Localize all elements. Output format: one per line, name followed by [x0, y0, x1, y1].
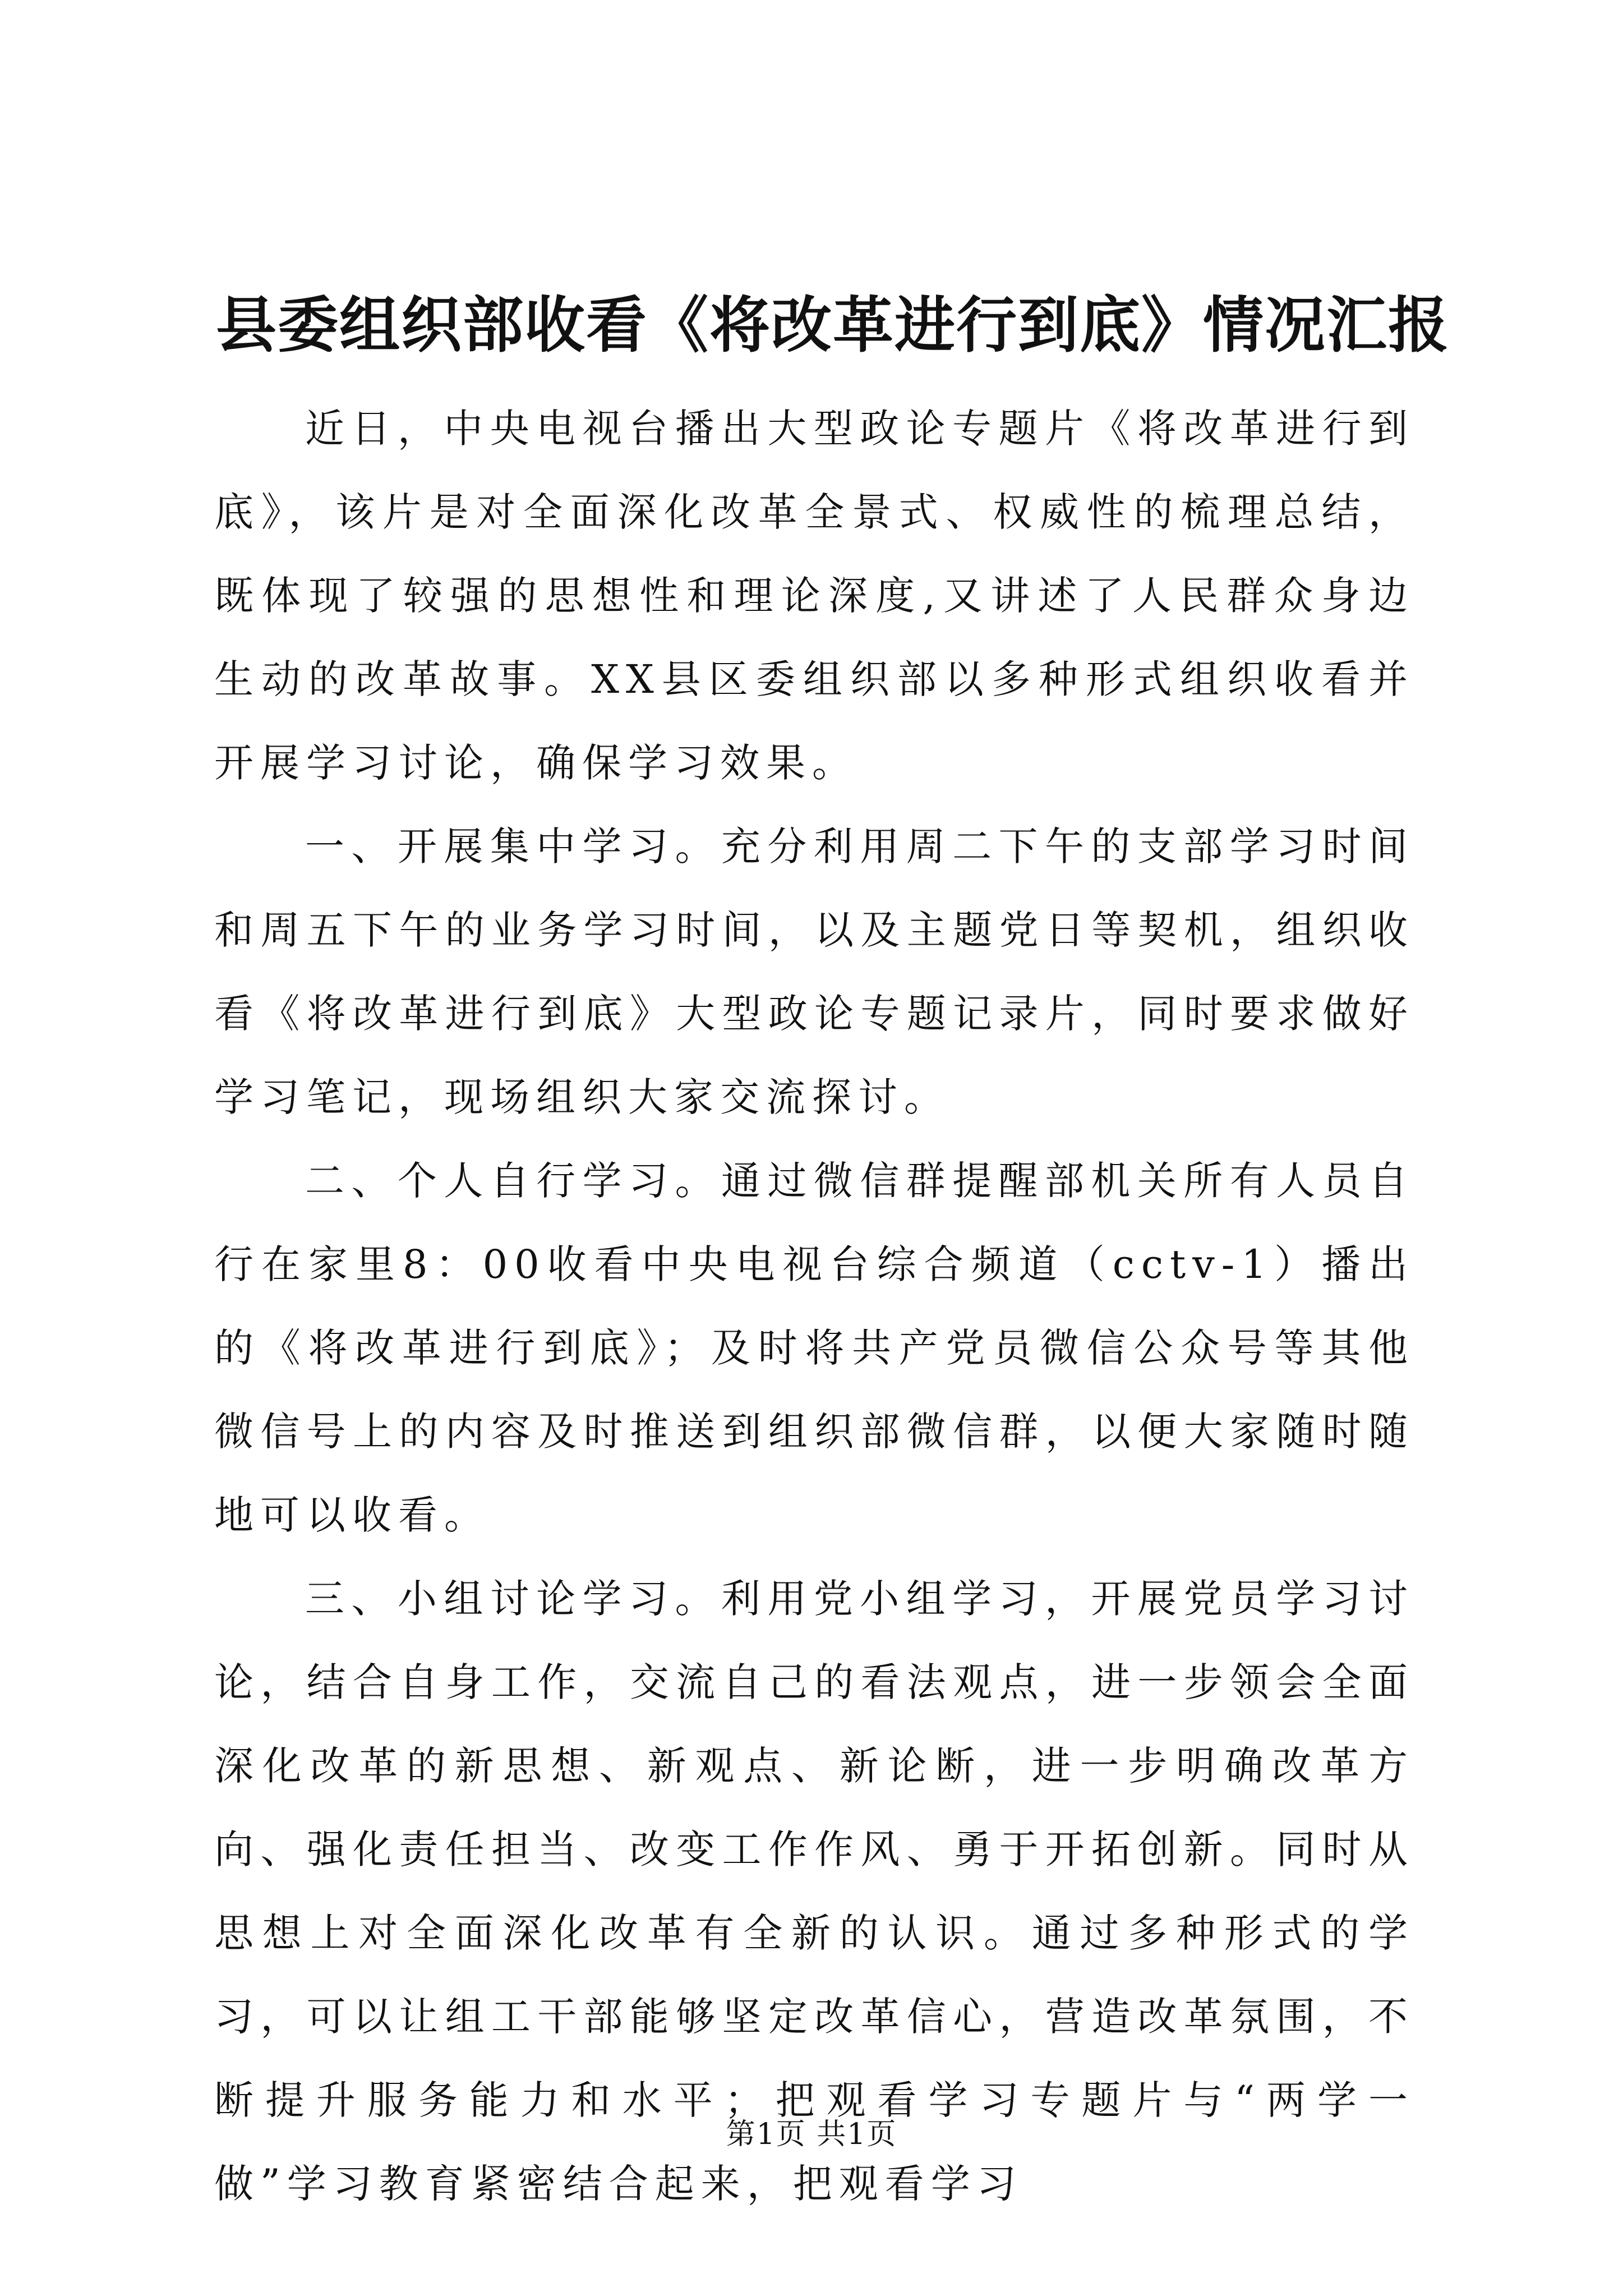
page-number-footer: 第1页 共1页	[726, 2118, 897, 2151]
paragraph-section-3: 三、小组讨论学习。利用党小组学习，开展党员学习讨论，结合自身工作，交流自己的看法观点，进一步领会全面深化改革的新思想、新观点、新论断，进一步明确改革方向、强化责任担当、改变工作作风、勇于开拓创新。同时从思想上对全面深化改革有全新的认识。通过多种形式的学习，可以让组工干部能够坚定改革信心，营造改革氛围，不断提升服务能力和水平；把观看学习专题片与“两学一做”学习教育紧密结合起来，把观看学习	[214, 1576, 1414, 2207]
paragraph-intro: 近日，中央电视台播出大型政论专题片《将改革进行到底》，该片是对全面深化改革全景式、权威性的梳理总结，既体现了较强的思想性和理论深度,又讲述了人民群众身边生动的改革故事。XX县区委组织部以多种形式组织收看并开展学习讨论，确保学习效果。	[214, 406, 1414, 786]
document-body	[214, 387, 1414, 2226]
paragraph-section-2: 二、个人自行学习。通过微信群提醒部机关所有人员自行在家里8：00收看中央电视台综合频道（cctv-1）播出的《将改革进行到底》；及时将共产党员微信公众号等其他微信号上的内容及时推送到组织部微信群，以便大家随时随地可以收看。	[214, 1158, 1414, 1538]
document-title: 县委组织部收看《将改革进行到底》情况汇报	[216, 290, 1450, 361]
paragraph-section-1: 一、开展集中学习。充分利用周二下午的支部学习时间和周五下午的业务学习时间，以及主题党日等契机，组织收看《将改革进行到底》大型政论专题记录片，同时要求做好学习笔记，现场组织大家交流探讨。	[214, 823, 1414, 1120]
